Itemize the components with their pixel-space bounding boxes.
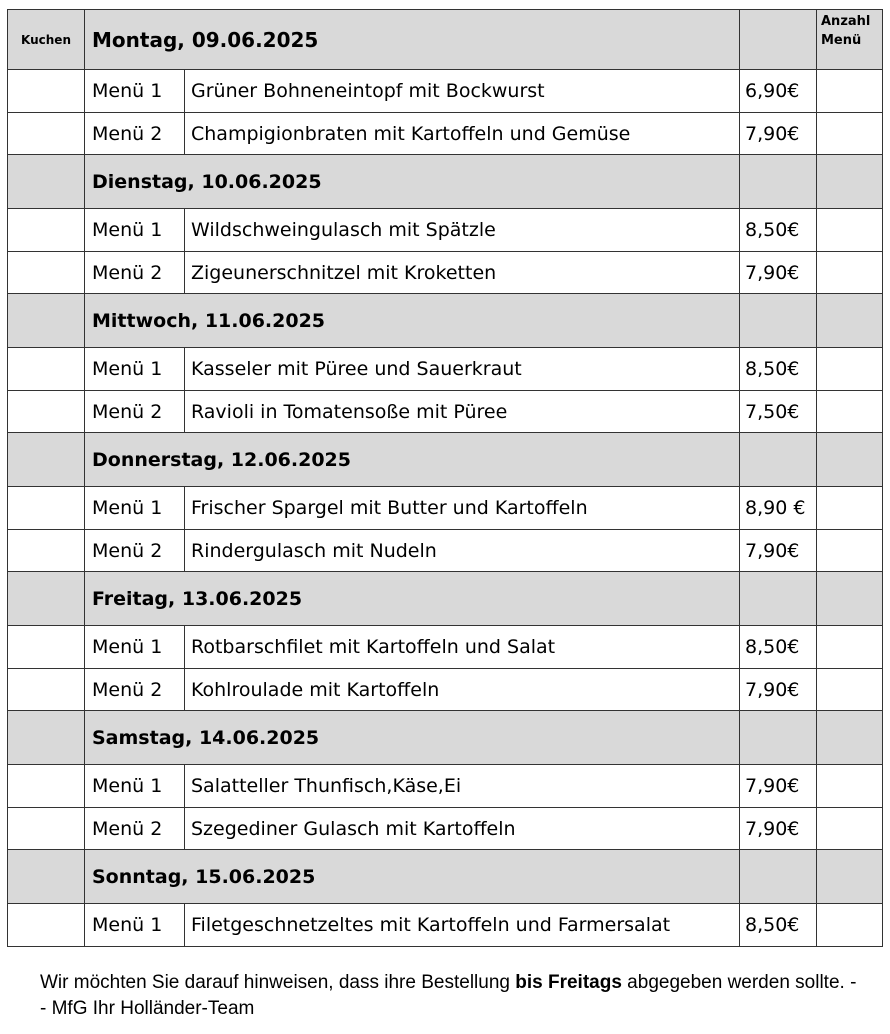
price-cell: [740, 711, 817, 765]
menu-item-row: [8, 626, 883, 669]
day-header-row: [8, 711, 883, 765]
day-header-row: [8, 294, 883, 348]
kuchen-cell: [8, 155, 85, 209]
kuchen-cell: [8, 572, 85, 626]
menu-item-row: [8, 252, 883, 294]
anzahl-cell: [817, 113, 883, 155]
day-header-row: [8, 850, 883, 904]
menu-label: Menü 1: [85, 70, 185, 113]
menu-label: Menü 2: [85, 530, 185, 572]
anzahl-cell: [817, 669, 883, 711]
menu-item-row: [8, 669, 883, 711]
dish-name: Rindergulasch mit Nudeln: [185, 530, 740, 572]
anzahl-cell: [817, 850, 883, 904]
price: 7,90€: [740, 765, 817, 808]
anzahl-cell: [817, 391, 883, 433]
kuchen-cell: [8, 433, 85, 487]
anzahl-cell: [817, 209, 883, 252]
price: 7,50€: [740, 391, 817, 433]
anzahl-header: [817, 10, 883, 70]
order-note-text-end: abgegeben werden sollte. -- MfG Ihr Holländer-Team: [40, 972, 857, 1019]
kuchen-cell: [8, 70, 85, 113]
day-header-row: [8, 155, 883, 209]
menu-item-row: [8, 904, 883, 947]
menu-item-row: [8, 530, 883, 572]
kuchen-cell: [8, 391, 85, 433]
price-cell: [740, 10, 817, 70]
anzahl-cell: [817, 433, 883, 487]
dish-name: Wildschweingulasch mit Spätzle: [185, 209, 740, 252]
menu-label: Menü 1: [85, 487, 185, 530]
anzahl-cell: [817, 626, 883, 669]
menu-label: Menü 1: [85, 626, 185, 669]
kuchen-cell: [8, 209, 85, 252]
kuchen-cell: [8, 808, 85, 850]
dish-name: Ravioli in Tomatensoße mit Püree: [185, 391, 740, 433]
price: 7,90€: [740, 808, 817, 850]
anzahl-cell: [817, 572, 883, 626]
dish-name: Rotbarschfilet mit Kartoffeln und Salat: [185, 626, 740, 669]
menu-item-row: [8, 209, 883, 252]
day-header-row: [8, 10, 883, 70]
menu-item-row: [8, 70, 883, 113]
menu-label: Menü 2: [85, 391, 185, 433]
day-title: Donnerstag, 12.06.2025: [85, 433, 740, 487]
dish-name: Kohlroulade mit Kartoffeln: [185, 669, 740, 711]
dish-name: Kasseler mit Püree und Sauerkraut: [185, 348, 740, 391]
menu-item-row: [8, 113, 883, 155]
anzahl-header-line2: Menü: [821, 33, 862, 48]
dish-name: Filetgeschnetzeltes mit Kartoffeln und Farmersalat: [185, 904, 740, 947]
dish-name: Szegediner Gulasch mit Kartoffeln: [185, 808, 740, 850]
menu-label: Menü 2: [85, 669, 185, 711]
kuchen-header: Kuchen: [8, 10, 85, 70]
anzahl-cell: [817, 904, 883, 947]
kuchen-cell: [8, 348, 85, 391]
price: 8,50€: [740, 209, 817, 252]
day-title: Mittwoch, 11.06.2025: [85, 294, 740, 348]
anzahl-cell: [817, 808, 883, 850]
kuchen-cell: [8, 252, 85, 294]
menu-label: Menü 2: [85, 113, 185, 155]
price: 7,90€: [740, 669, 817, 711]
menu-label: Menü 1: [85, 904, 185, 947]
day-title: Dienstag, 10.06.2025: [85, 155, 740, 209]
menu-item-row: [8, 487, 883, 530]
dish-name: Champigionbraten mit Kartoffeln und Gemüse: [185, 113, 740, 155]
menu-label: Menü 1: [85, 765, 185, 808]
anzahl-cell: [817, 294, 883, 348]
price: 7,90€: [740, 252, 817, 294]
kuchen-cell: [8, 294, 85, 348]
price: 7,90€: [740, 530, 817, 572]
anzahl-cell: [817, 155, 883, 209]
kuchen-cell: [8, 626, 85, 669]
kuchen-cell: [8, 487, 85, 530]
price: 6,90€: [740, 70, 817, 113]
menu-table-body: [8, 10, 883, 947]
day-title: Samstag, 14.06.2025: [85, 711, 740, 765]
menu-item-row: [8, 765, 883, 808]
dish-name: Zigeunerschnitzel mit Kroketten: [185, 252, 740, 294]
menu-item-row: [8, 391, 883, 433]
price-cell: [740, 433, 817, 487]
price: 8,90 €: [740, 487, 817, 530]
anzahl-header-line1: Anzahl: [821, 14, 871, 29]
day-header-row: [8, 572, 883, 626]
day-title: Freitag, 13.06.2025: [85, 572, 740, 626]
dish-name: Salatteller Thunfisch,Käse,Ei: [185, 765, 740, 808]
dish-name: Frischer Spargel mit Butter und Kartoffeln: [185, 487, 740, 530]
kuchen-cell: [8, 711, 85, 765]
price-cell: [740, 572, 817, 626]
kuchen-cell: [8, 765, 85, 808]
anzahl-cell: [817, 348, 883, 391]
menu-label: Menü 2: [85, 808, 185, 850]
anzahl-cell: [817, 711, 883, 765]
anzahl-cell: [817, 487, 883, 530]
day-title: Montag, 09.06.2025: [85, 10, 740, 70]
day-title: Sonntag, 15.06.2025: [85, 850, 740, 904]
anzahl-cell: [817, 252, 883, 294]
menu-item-row: [8, 808, 883, 850]
order-note-deadline: bis Freitags: [515, 972, 622, 993]
price: 8,50€: [740, 348, 817, 391]
kuchen-cell: [8, 904, 85, 947]
anzahl-cell: [817, 70, 883, 113]
price-cell: [740, 294, 817, 348]
anzahl-cell: [817, 765, 883, 808]
day-header-row: [8, 433, 883, 487]
menu-table: [7, 9, 883, 947]
menu-label: Menü 2: [85, 252, 185, 294]
kuchen-cell: [8, 669, 85, 711]
order-note: [40, 970, 860, 1022]
price: 7,90€: [740, 113, 817, 155]
order-note-text: Wir möchten Sie darauf hinweisen, dass ihre Bestellung: [40, 972, 516, 993]
kuchen-cell: [8, 113, 85, 155]
price-cell: [740, 155, 817, 209]
anzahl-cell: [817, 530, 883, 572]
kuchen-cell: [8, 530, 85, 572]
menu-label: Menü 1: [85, 348, 185, 391]
price: 8,50€: [740, 904, 817, 947]
kuchen-cell: [8, 850, 85, 904]
menu-item-row: [8, 348, 883, 391]
price-cell: [740, 850, 817, 904]
dish-name: Grüner Bohneneintopf mit Bockwurst: [185, 70, 740, 113]
menu-label: Menü 1: [85, 209, 185, 252]
price: 8,50€: [740, 626, 817, 669]
